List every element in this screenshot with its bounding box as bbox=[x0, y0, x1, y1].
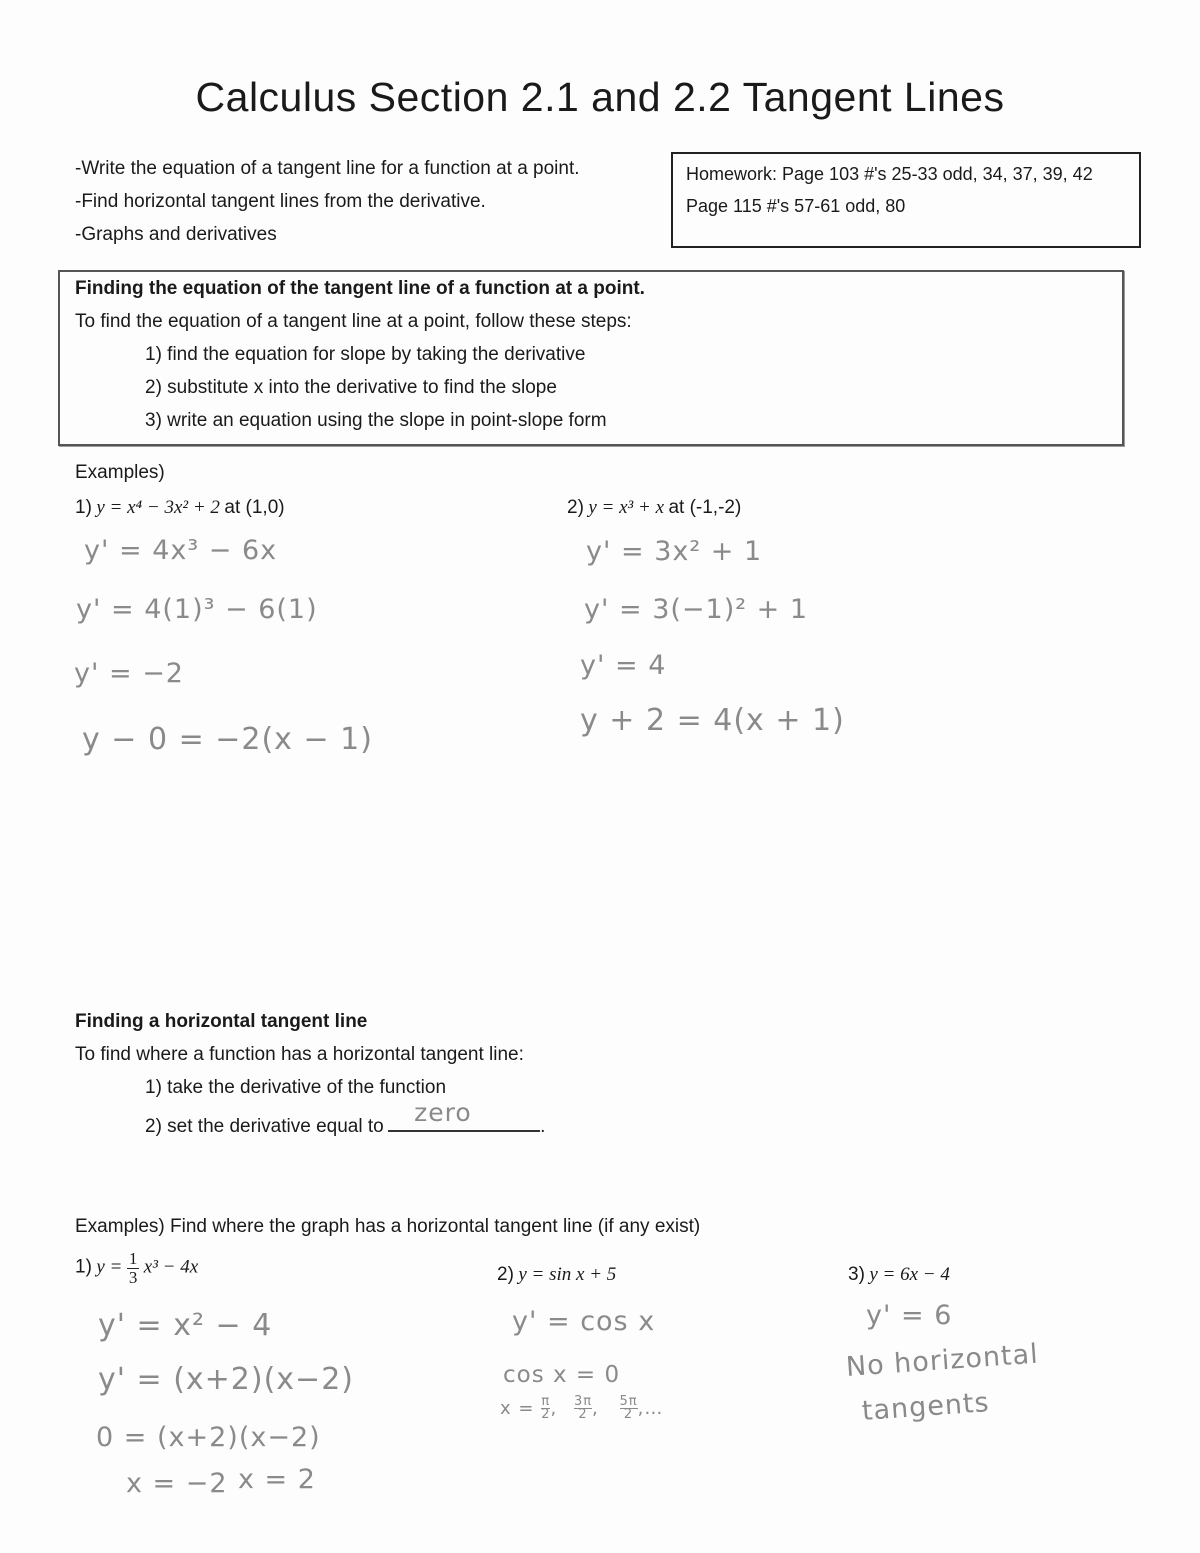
example-2-work-1: y' = 3x² + 1 bbox=[586, 536, 763, 567]
solution-2 bbox=[574, 1396, 592, 1422]
h-example-3-work-3: tangents bbox=[860, 1387, 991, 1427]
h-example-2-problem bbox=[497, 1264, 616, 1286]
horizontal-step-1: 1) take the derivative of the function bbox=[145, 1077, 447, 1098]
tangent-step-1: 1) find the equation for slope by taking the derivative bbox=[145, 344, 586, 365]
horizontal-step-2-period: . bbox=[540, 1116, 546, 1137]
h-example-3-number: 3) bbox=[848, 1264, 865, 1285]
h-example-1-work-5: x = 2 bbox=[238, 1464, 316, 1495]
example-2-work-3: y' = 4 bbox=[580, 650, 667, 681]
h-example-2-solutions: x = $\frac{\pi}{2}$ , $\frac{3\pi}{2}$ , $\frac{5\pi}{2}$ ,… bbox=[500, 1394, 664, 1423]
example-2-work-4: y + 2 = 4(x + 1) bbox=[580, 703, 845, 738]
h-example-1-work-2: y' = (x+2)(x−2) bbox=[98, 1362, 354, 1397]
example-2-problem bbox=[567, 497, 741, 519]
tangent-step-3: 3) write an equation using the slope in point-slope form bbox=[145, 410, 607, 431]
h-example-3-function: y = 6x − 4 bbox=[869, 1264, 950, 1285]
h-example-1-problem bbox=[75, 1250, 198, 1287]
h-example-1-y: y = bbox=[96, 1256, 123, 1278]
solutions-ellipsis: ,… bbox=[637, 1397, 664, 1419]
example-1-work-4: y − 0 = −2(x − 1) bbox=[82, 722, 373, 757]
h-example-1-rest: x³ − 4x bbox=[143, 1256, 199, 1278]
example-1-function: y = x⁴ − 3x² + 2 bbox=[96, 497, 220, 518]
h-example-1-work-3: 0 = (x+2)(x−2) bbox=[96, 1422, 321, 1453]
h-example-2-work-2: cos x = 0 bbox=[503, 1362, 621, 1388]
h-example-2-work-1: y' = cos x bbox=[512, 1306, 656, 1337]
example-1-work-1: y' = 4x³ − 6x bbox=[84, 535, 278, 566]
solution-3 bbox=[620, 1396, 638, 1422]
example-2-number: 2) bbox=[567, 497, 584, 518]
example-1-problem bbox=[75, 497, 285, 519]
objective-3: -Graphs and derivatives bbox=[75, 224, 277, 245]
example-2-work-2: y' = 3(−1)² + 1 bbox=[584, 594, 809, 625]
homework-line-1: Homework: Page 103 #'s 25-33 odd, 34, 37, 39, 42 bbox=[686, 164, 1093, 184]
answer-blank bbox=[388, 1098, 540, 1132]
solution-3-num: 5π bbox=[619, 1394, 638, 1409]
x-equals: x = bbox=[500, 1397, 535, 1419]
h-example-1-work-1: y' = x² − 4 bbox=[98, 1308, 273, 1343]
examples2-label: Examples) Find where the graph has a horizontal tangent line (if any exist) bbox=[75, 1216, 701, 1237]
solution-2-den: 2 bbox=[578, 1407, 588, 1423]
tangent-step-2: 2) substitute x into the derivative to find the slope bbox=[145, 377, 557, 398]
solution-3-den: 2 bbox=[623, 1407, 634, 1423]
example-1-point: at (1,0) bbox=[224, 497, 285, 518]
example-2-function: y = x³ + x bbox=[588, 497, 664, 518]
answer-handwritten: zero bbox=[414, 1098, 472, 1127]
tangent-box-intro: To find the equation of a tangent line at a point, follow these steps: bbox=[75, 311, 632, 332]
horizontal-intro: To find where a function has a horizontal tangent line: bbox=[75, 1044, 524, 1065]
page-title: Calculus Section 2.1 and 2.2 Tangent Lines bbox=[195, 74, 1005, 120]
solution-2-num: 3π bbox=[573, 1394, 593, 1409]
h-example-2-number: 2) bbox=[497, 1264, 514, 1285]
one-third-fraction bbox=[127, 1250, 140, 1287]
h-example-1-number: 1) bbox=[75, 1256, 92, 1278]
objective-1: -Write the equation of a tangent line for a function at a point. bbox=[75, 158, 580, 179]
solution-1 bbox=[541, 1396, 550, 1422]
objective-2: -Find horizontal tangent lines from the derivative. bbox=[75, 191, 486, 212]
horizontal-step-2: 2) set the derivative equal to bbox=[145, 1116, 384, 1137]
example-1-work-2: y' = 4(1)³ − 6(1) bbox=[76, 594, 318, 625]
h-example-1-work-4: x = −2 bbox=[126, 1468, 228, 1499]
example-1-work-3: y' = −2 bbox=[74, 658, 184, 689]
h-example-3-work-1: y' = 6 bbox=[866, 1300, 953, 1331]
horizontal-heading: Finding a horizontal tangent line bbox=[75, 1011, 368, 1032]
homework-line-2: Page 115 #'s 57-61 odd, 80 bbox=[686, 196, 906, 216]
example-1-number: 1) bbox=[75, 497, 92, 518]
solution-1-num: π bbox=[541, 1394, 551, 1409]
h-example-3-work-2: No horizontal bbox=[844, 1338, 1040, 1383]
h-example-3-problem bbox=[848, 1264, 950, 1286]
fraction-numerator: 1 bbox=[128, 1249, 138, 1268]
tangent-box-heading: Finding the equation of the tangent line of a function at a point. bbox=[75, 278, 645, 299]
h-example-2-function: y = sin x + 5 bbox=[518, 1264, 617, 1285]
examples-label: Examples) bbox=[75, 462, 165, 483]
solution-1-den: 2 bbox=[541, 1407, 551, 1423]
fraction-denominator: 3 bbox=[128, 1267, 138, 1287]
example-2-point: at (-1,-2) bbox=[668, 497, 742, 518]
horizontal-step-2-row bbox=[145, 1098, 546, 1138]
